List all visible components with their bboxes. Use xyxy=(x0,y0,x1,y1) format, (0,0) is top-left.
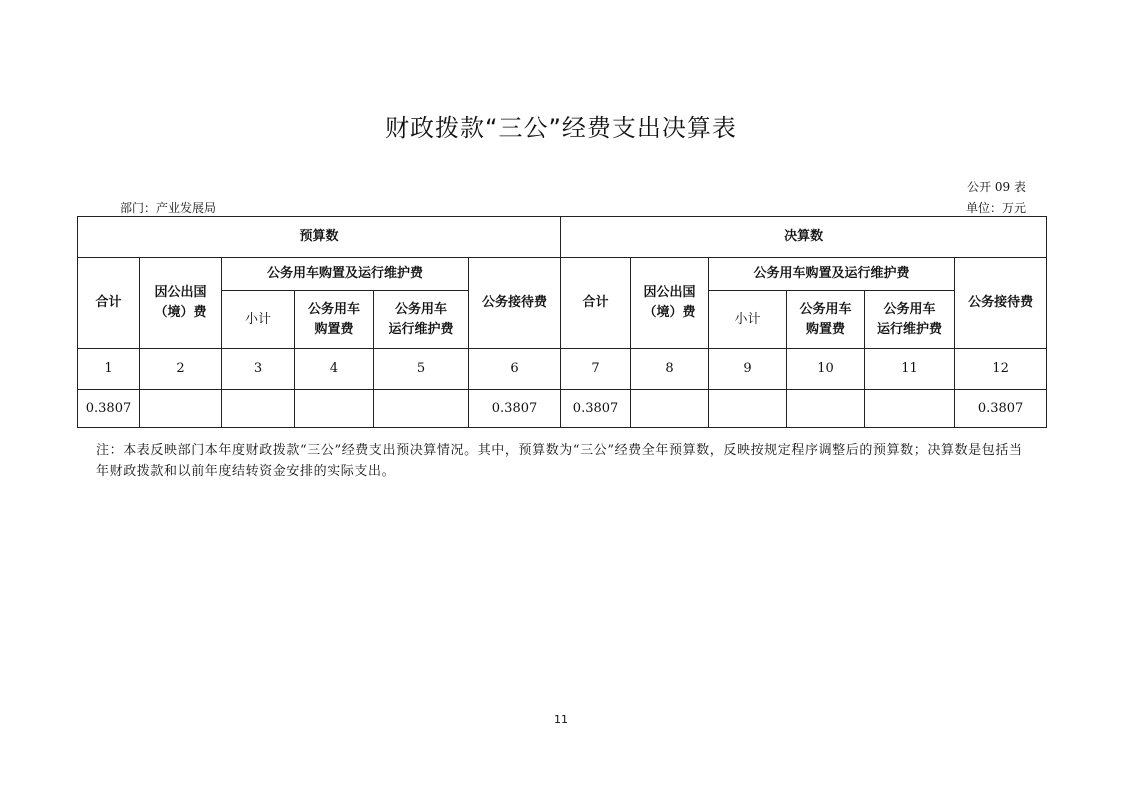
header-row-columns xyxy=(78,258,1047,291)
column-index-row xyxy=(78,349,1047,390)
column-index-cell: 2 xyxy=(140,349,222,390)
final-group-header: 决算数 xyxy=(561,217,1047,258)
budget-operation-header xyxy=(374,291,469,349)
budget-group-header: 预算数 xyxy=(78,217,561,258)
budget-total-value: 0.3807 xyxy=(78,390,140,428)
final-abroad-value xyxy=(631,390,709,428)
budget-vehicle-group-header: 公务用车购置及运行维护费 xyxy=(222,258,469,291)
unit-label: 单位：万元 xyxy=(965,201,1026,215)
table-row xyxy=(78,390,1047,428)
budget-subtotal-header: 小计 xyxy=(222,291,295,349)
budget-operation-value xyxy=(374,390,469,428)
budget-reception-value: 0.3807 xyxy=(469,390,561,428)
budget-abroad-header-line2: （境）费 xyxy=(154,305,207,320)
column-index-cell: 10 xyxy=(787,349,865,390)
final-reception-header: 公务接待费 xyxy=(955,258,1047,349)
budget-reception-header: 公务接待费 xyxy=(469,258,561,349)
budget-abroad-value xyxy=(140,390,222,428)
header-row-groups xyxy=(78,217,1047,258)
final-operation-header-line1: 公务用车 xyxy=(883,301,936,317)
budget-purchase-value xyxy=(295,390,374,428)
column-index-cell: 3 xyxy=(222,349,295,390)
final-purchase-value xyxy=(787,390,865,428)
final-subtotal-header: 小计 xyxy=(709,291,787,349)
table-id-label: 公开 09 表 xyxy=(967,180,1026,194)
final-operation-value xyxy=(865,390,955,428)
column-index-cell: 5 xyxy=(374,349,469,390)
budget-purchase-header-line1: 公务用车 xyxy=(307,301,360,317)
final-total-value: 0.3807 xyxy=(561,390,631,428)
column-index-cell: 9 xyxy=(709,349,787,390)
three-public-expenses-table xyxy=(77,216,1047,428)
budget-total-header: 合计 xyxy=(78,258,140,349)
department-label: 部门：产业发展局 xyxy=(120,201,217,215)
column-index-cell: 12 xyxy=(955,349,1047,390)
column-index-cell: 1 xyxy=(78,349,140,390)
final-abroad-header xyxy=(631,258,709,349)
budget-abroad-header xyxy=(140,258,222,349)
final-total-header: 合计 xyxy=(561,258,631,349)
final-operation-header xyxy=(865,291,955,349)
final-vehicle-group-header: 公务用车购置及运行维护费 xyxy=(709,258,955,291)
page-number: 11 xyxy=(554,713,568,726)
final-purchase-header-line1: 公务用车 xyxy=(799,301,852,317)
budget-abroad-header-line1: 因公出国 xyxy=(154,285,207,300)
budget-purchase-header-line2: 购置费 xyxy=(314,321,354,337)
final-purchase-header-line2: 购置费 xyxy=(806,321,846,337)
column-index-cell: 6 xyxy=(469,349,561,390)
final-purchase-header xyxy=(787,291,865,349)
table-note: 注：本表反映部门本年度财政拨款“三公”经费支出预决算情况。其中，预算数为“三公”经费全年预算数，反映按规定程序调整后的预算数；决算数是包括当年财政拨款和以前年度结转资金安排的实际支出。 xyxy=(96,443,1023,479)
document-title: 财政拨款“三公”经费支出决算表 xyxy=(385,114,737,142)
column-index-cell: 11 xyxy=(865,349,955,390)
final-operation-header-line2: 运行维护费 xyxy=(877,321,943,337)
column-index-cell: 8 xyxy=(631,349,709,390)
column-index-cell: 4 xyxy=(295,349,374,390)
budget-purchase-header xyxy=(295,291,374,349)
final-subtotal-value xyxy=(709,390,787,428)
final-abroad-header-line2: （境）费 xyxy=(643,305,696,320)
final-reception-value: 0.3807 xyxy=(955,390,1047,428)
final-abroad-header-line1: 因公出国 xyxy=(643,285,696,300)
column-index-cell: 7 xyxy=(561,349,631,390)
budget-subtotal-value xyxy=(222,390,295,428)
budget-operation-header-line1: 公务用车 xyxy=(394,301,447,317)
budget-operation-header-line2: 运行维护费 xyxy=(388,321,454,337)
